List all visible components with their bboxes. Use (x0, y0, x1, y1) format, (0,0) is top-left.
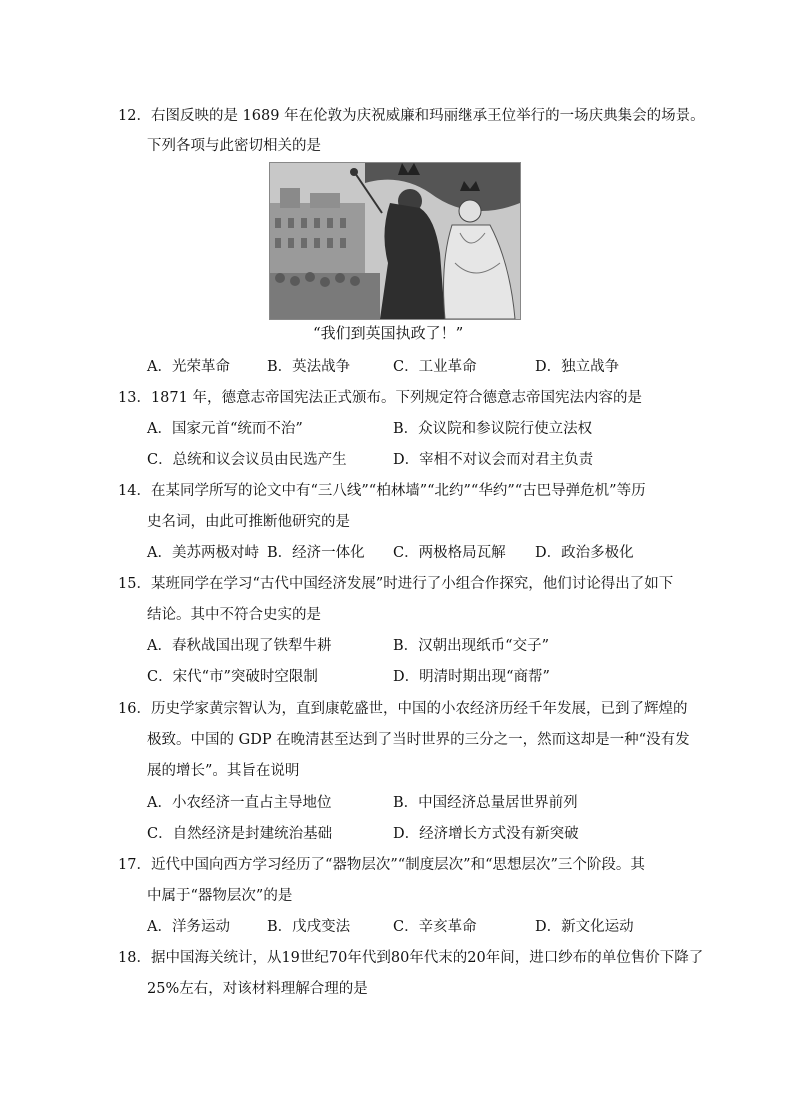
q15-option-b[interactable]: B．汉朝出现纸币“交子” (393, 638, 549, 654)
q17-option-b[interactable]: B．戊戌变法 (267, 919, 351, 935)
q15-stem-line-2: 结论。其中不符合史实的是 (147, 607, 321, 623)
q17-stem-line-2: 中属于“器物层次”的是 (147, 888, 293, 904)
q14-option-b[interactable]: B．经济一体化 (267, 545, 365, 561)
q12-figure-caption: “我们到英国执政了！” (313, 324, 464, 342)
q12-option-c[interactable]: C．工业革命 (393, 359, 477, 375)
q17-option-c[interactable]: C．辛亥革命 (393, 919, 477, 935)
q14-stem-line-1: 14．在某同学所写的论文中有“三八线”“柏林墙”“北约”“华约”“古巴导弹危机”等历 (118, 483, 646, 499)
q15-option-a[interactable]: A．春秋战国出现了铁犁牛耕 (147, 638, 332, 654)
q13-option-c[interactable]: C．总统和议会议员由民选产生 (147, 452, 347, 468)
q12-engraving-image (269, 162, 521, 320)
q12-option-b[interactable]: B．英法战争 (267, 359, 351, 375)
q14-option-a[interactable]: A．美苏两极对峙 (147, 545, 259, 561)
q15-option-d[interactable]: D．明清时期出现“商帮” (393, 669, 550, 685)
q16-option-d[interactable]: D．经济增长方式没有新突破 (393, 826, 579, 842)
q15-stem-line-1: 15．某班同学在学习“古代中国经济发展”时进行了小组合作探究，他们讨论得出了如下 (118, 576, 674, 592)
q17-option-d[interactable]: D．新文化运动 (535, 919, 634, 935)
q12-stem-line-2: 下列各项与此密切相关的是 (147, 138, 321, 154)
q16-stem-line-1: 16．历史学家黄宗智认为，直到康乾盛世，中国的小农经济历经千年发展，已到了辉煌的 (118, 701, 688, 717)
q15-option-c[interactable]: C．宋代“市”突破时空限制 (147, 669, 318, 685)
q13-stem-line-1: 13．1871 年，德意志帝国宪法正式颁布。下列规定符合德意志帝国宪法内容的是 (118, 390, 642, 406)
q16-option-c[interactable]: C．自然经济是封建统治基础 (147, 826, 333, 842)
q17-stem-line-1: 17．近代中国向西方学习经历了“器物层次”“制度层次”和“思想层次”三个阶段。其 (118, 857, 645, 873)
q18-stem-line-1: 18．据中国海关统计，从19世纪70年代到80年代末的20年间，进口纱布的单位售价下降了 (118, 950, 704, 966)
q13-option-a[interactable]: A．国家元首“统而不治” (147, 421, 303, 437)
q12-option-a[interactable]: A．光荣革命 (147, 359, 230, 375)
q13-option-d[interactable]: D．宰相不对议会而对君主负责 (393, 452, 594, 468)
q16-option-a[interactable]: A．小农经济一直占主导地位 (147, 795, 332, 811)
q12-stem-line-1: 12．右图反映的是 1689 年在伦敦为庆祝威廉和玛丽继承王位举行的一场庆典集会的场景。 (118, 108, 705, 124)
q17-option-a[interactable]: A．洋务运动 (147, 919, 230, 935)
q16-stem-line-3: 展的增长”。其旨在说明 (147, 763, 300, 779)
q12-option-d[interactable]: D．独立战争 (535, 359, 620, 375)
q18-stem-line-2: 25%左右，对该材料理解合理的是 (147, 981, 368, 997)
q14-option-d[interactable]: D．政治多极化 (535, 545, 634, 561)
q16-stem-line-2: 极致。中国的 GDP 在晚清甚至达到了当时世界的三分之一，然而这却是一种“没有发 (147, 732, 690, 748)
q13-option-b[interactable]: B．众议院和参议院行使立法权 (393, 421, 593, 437)
q14-stem-line-2: 史名词，由此可推断他研究的是 (147, 514, 350, 530)
q14-option-c[interactable]: C．两极格局瓦解 (393, 545, 506, 561)
q16-option-b[interactable]: B．中国经济总量居世界前列 (393, 795, 578, 811)
